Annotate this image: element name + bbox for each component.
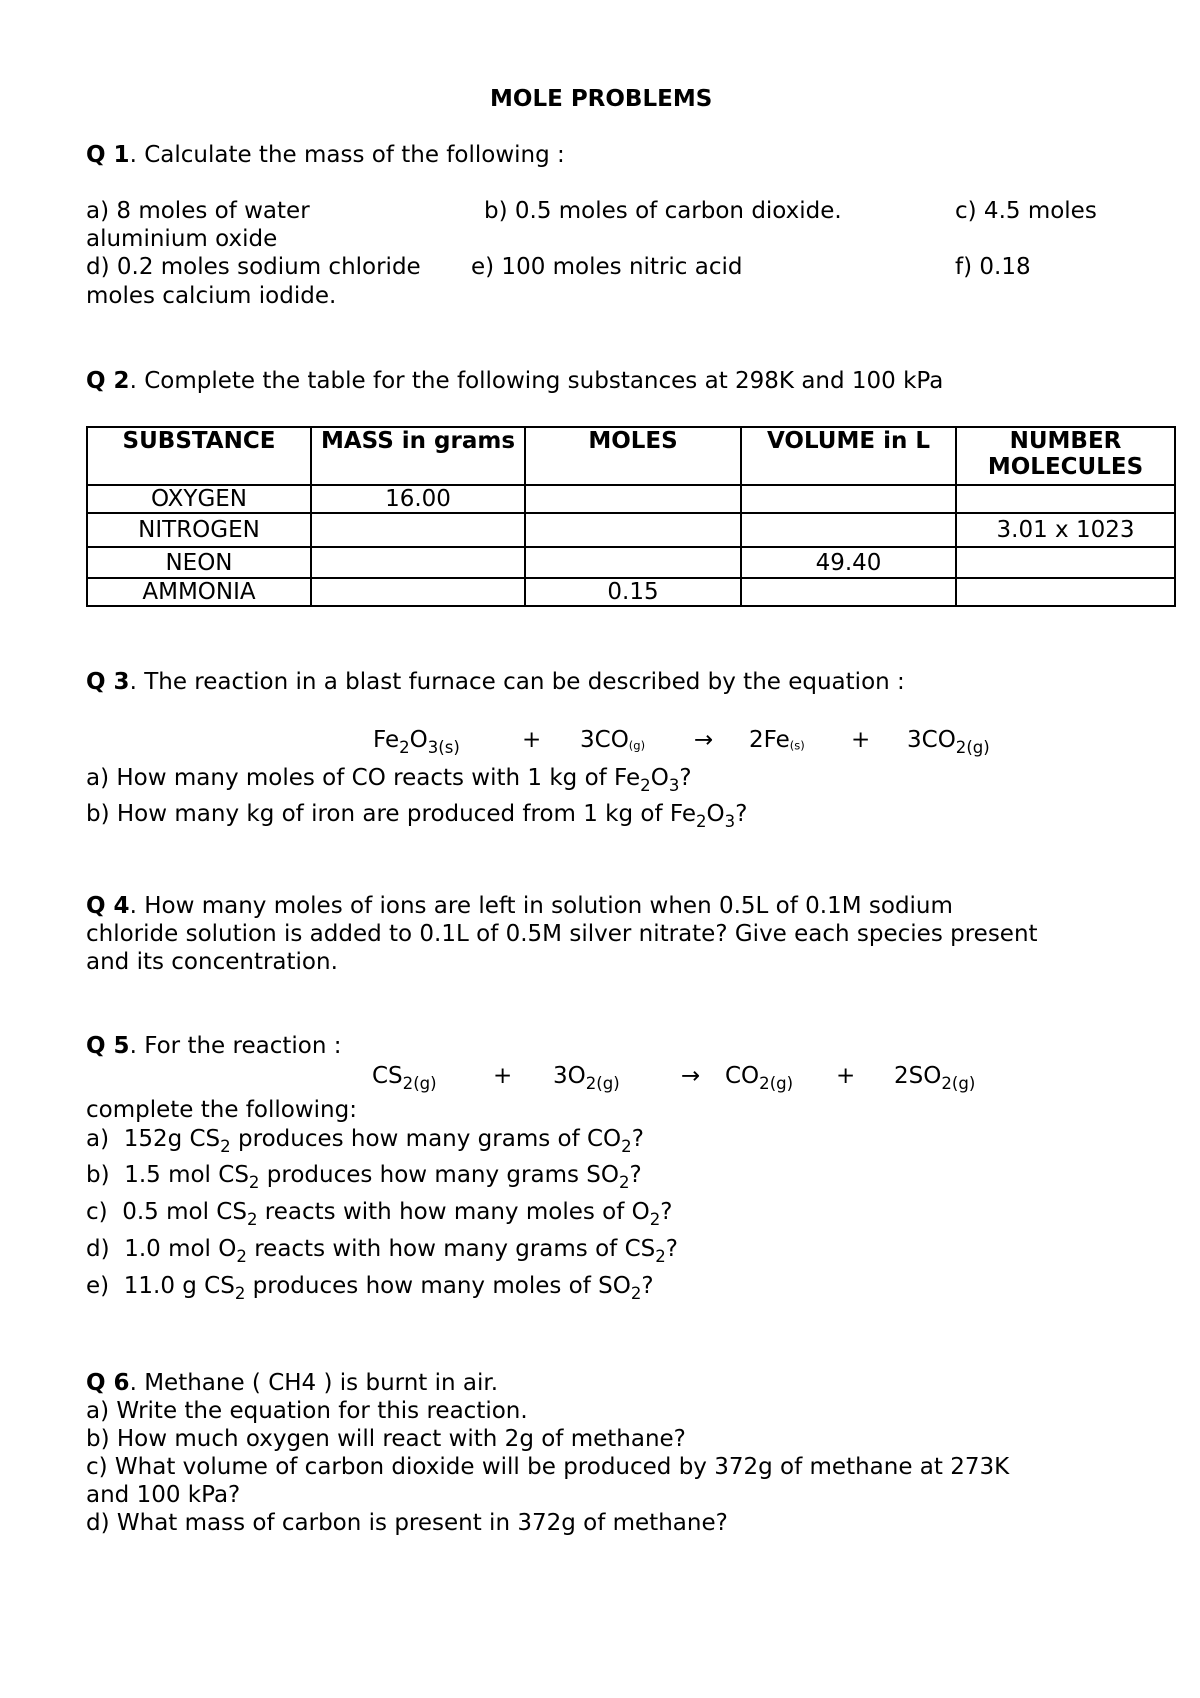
cell-substance: AMMONIA (87, 578, 311, 606)
q3-item-b: b) How many kg of iron are produced from 1 kg of $Fe_2O_3$? (86, 801, 748, 831)
cell-moles (525, 513, 741, 547)
cell-moles (525, 547, 741, 578)
question-3 (86, 669, 905, 695)
reactant-o2: $3O_{2(g)}$ (553, 1063, 620, 1093)
q1-item-d: d) 0.2 moles sodium chloride (86, 254, 421, 280)
question-3-prompt: . The reaction in a blast furnace can be described by the equation : (129, 669, 905, 695)
reactant-cs2: $CS_{2(g)}$ (372, 1063, 437, 1093)
product-co2: $CO_{2(g)}$ (725, 1063, 794, 1093)
product-fe: $2Fe_{(s)}$ (749, 727, 805, 753)
q3-item-a: a) How many moles of CO reacts with 1 kg of $Fe_2O_3$? (86, 765, 692, 795)
cell-mass: 16.00 (311, 485, 525, 513)
question-1-prompt: . Calculate the mass of the following : (129, 142, 565, 168)
arrow: → (681, 1063, 701, 1089)
table-row (87, 578, 1175, 606)
page-title: MOLE PROBLEMS (490, 86, 713, 112)
plus-sign: + (522, 727, 542, 753)
header-molecules: NUMBER MOLECULES (956, 427, 1175, 485)
q5-item-a: a) 152g $CS_2$ produces how many grams of $CO_2$? (86, 1126, 644, 1156)
question-4-label: Q 4 (86, 893, 130, 919)
plus-sign: + (493, 1063, 513, 1089)
question-1 (86, 142, 565, 168)
table-row (87, 513, 1175, 547)
q6-item-a: a) Write the equation for this reaction. (86, 1398, 528, 1424)
q6-item-b: b) How much oxygen will react with 2g of methane? (86, 1426, 686, 1452)
question-4-line-1: . How many moles of ions are left in solution when 0.5L of 0.1M sodium (129, 893, 953, 919)
cell-moles: 0.15 (525, 578, 741, 606)
question-5-instruction: complete the following: (86, 1097, 357, 1123)
question-4-line-2: chloride solution is added to 0.1L of 0.5M silver nitrate? Give each species present (86, 921, 1038, 947)
q5-item-c: c) 0.5 mol $CS_2$ reacts with how many moles of $O_2$? (86, 1199, 673, 1229)
cell-substance: NITROGEN (87, 513, 311, 547)
cell-mass (311, 547, 525, 578)
question-4-line-3: and its concentration. (86, 949, 338, 975)
cell-mass (311, 513, 525, 547)
question-4 (86, 893, 953, 919)
cell-molecules (956, 578, 1175, 606)
q1-item-b: b) 0.5 moles of carbon dioxide. (484, 198, 842, 224)
q1-item-a: a) 8 moles of water (86, 198, 310, 224)
product-so2: $2SO_{2(g)}$ (894, 1063, 976, 1093)
question-2 (86, 368, 943, 394)
q3-item-b-text: b) How many kg of iron are produced from 1 kg of Fe (86, 801, 697, 827)
reactant-fe2o3: $Fe_2O_{3(s)}$ (373, 727, 460, 757)
table-row (87, 547, 1175, 578)
substances-table (86, 426, 1176, 607)
q1-item-f-continued: moles calcium iodide. (86, 283, 337, 309)
table-header-row (87, 427, 1175, 485)
table-row (87, 485, 1175, 513)
q6-item-c: c) What volume of carbon dioxide will be produced by 372g of methane at 273K (86, 1454, 1010, 1480)
cell-volume (741, 513, 956, 547)
cell-molecules: 3.01 x 1023 (956, 513, 1175, 547)
cell-mass (311, 578, 525, 606)
cell-substance: OXYGEN (87, 485, 311, 513)
cell-volume (741, 578, 956, 606)
q1-item-c-continued: aluminium oxide (86, 226, 278, 252)
plus-sign: + (836, 1063, 856, 1089)
question-6 (86, 1370, 498, 1396)
q5-item-d: d) 1.0 mol $O_2$ reacts with how many grams of $CS_2$? (86, 1236, 678, 1266)
q6-item-d: d) What mass of carbon is present in 372g of methane? (86, 1510, 728, 1536)
product-co2: $3CO_{2(g)}$ (907, 727, 990, 757)
cell-volume (741, 485, 956, 513)
question-3-label: Q 3 (86, 669, 130, 695)
question-5-prompt: . For the reaction : (129, 1033, 342, 1059)
q1-item-e: e) 100 moles nitric acid (471, 254, 743, 280)
question-6-label: Q 6 (86, 1370, 130, 1396)
plus-sign: + (851, 727, 871, 753)
q5-item-e: e) 11.0 g $CS_2$ produces how many moles of $SO_2$? (86, 1273, 654, 1303)
arrow: → (694, 727, 714, 753)
header-mass: MASS in grams (311, 427, 525, 485)
q5-item-b: b) 1.5 mol $CS_2$ produces how many grams $SO_2$? (86, 1162, 642, 1192)
header-volume: VOLUME in L (741, 427, 956, 485)
question-1-label: Q 1 (86, 142, 130, 168)
q3-item-a-text: a) How many moles of CO reacts with 1 kg of Fe (86, 765, 641, 791)
q1-item-c: c) 4.5 moles (955, 198, 1097, 224)
question-2-prompt: . Complete the table for the following substances at 298K and 100 kPa (129, 368, 944, 394)
q1-item-f: f) 0.18 (955, 254, 1031, 280)
question-2-label: Q 2 (86, 368, 130, 394)
question-6-prompt: . Methane ( CH4 ) is burnt in air. (129, 1370, 499, 1396)
cell-molecules (956, 547, 1175, 578)
q6-item-c-continued: and 100 kPa? (86, 1482, 241, 1508)
question-5-label: Q 5 (86, 1033, 130, 1059)
question-5 (86, 1033, 341, 1059)
header-moles: MOLES (525, 427, 741, 485)
cell-substance: NEON (87, 547, 311, 578)
header-substance: SUBSTANCE (87, 427, 311, 485)
cell-volume: 49.40 (741, 547, 956, 578)
cell-moles (525, 485, 741, 513)
reactant-co: $3CO_{(g)}$ (580, 727, 646, 753)
cell-molecules (956, 485, 1175, 513)
